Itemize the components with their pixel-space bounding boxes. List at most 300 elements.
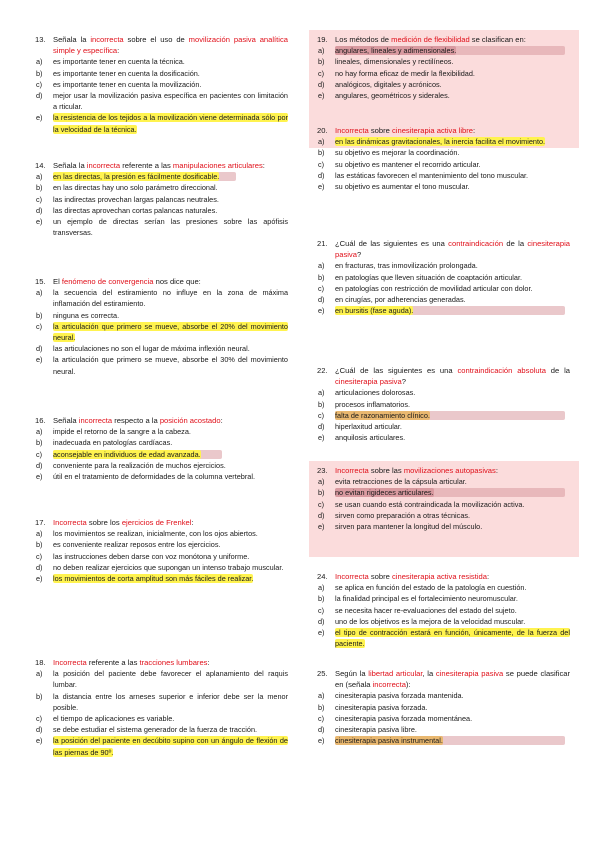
option-letter: a) — [318, 583, 325, 593]
option-text-content: la articulación que primero se mueve, absorbe el 30% del movimiento neural. — [53, 355, 288, 376]
option-text-content: las instrucciones deben darse con voz monótona y uniforme. — [53, 551, 250, 561]
text-part: sobre los — [86, 518, 122, 527]
question-18 — [35, 657, 288, 758]
option-text-content: en patologías que lleven situación de coaptación articular. — [335, 272, 523, 282]
answer-option[interactable] — [317, 432, 570, 443]
option-text-content: sirven como preparación a otras técnicas. — [335, 510, 471, 520]
question-stem — [317, 465, 570, 476]
answer-option[interactable] — [35, 460, 288, 471]
answer-option[interactable] — [35, 343, 288, 354]
option-text-content: los movimientos se realizan, inicialmente, con los ojos abiertos. — [53, 529, 258, 539]
answer-option[interactable] — [35, 79, 288, 90]
option-letter: e) — [36, 574, 43, 584]
option-text-content: hiperlaxitud articular. — [335, 422, 402, 432]
option-text — [53, 460, 288, 471]
question-stem — [317, 125, 570, 136]
option-text — [53, 112, 288, 134]
keyword-red: contraindicación absoluta — [457, 366, 546, 375]
answer-option[interactable] — [35, 713, 288, 724]
option-letter: b) — [318, 57, 325, 67]
option-letter: c) — [318, 410, 325, 420]
option-letter: a) — [36, 288, 43, 298]
answer-option[interactable] — [317, 713, 570, 724]
question-stem — [35, 657, 288, 668]
question-text — [53, 517, 288, 528]
keyword-red: posición acostado — [159, 416, 221, 425]
option-text-content: cinesiterapia pasiva forzada. — [335, 702, 428, 712]
answer-option[interactable] — [317, 90, 570, 101]
option-text — [335, 582, 570, 593]
option-text — [335, 147, 570, 158]
option-letter: d) — [318, 170, 325, 180]
text-part: Señala la — [53, 161, 87, 170]
text-part: referente a las — [120, 161, 173, 170]
answer-option[interactable] — [35, 668, 288, 690]
text-part: referente a las — [86, 658, 140, 667]
keyword-red: incorrecta — [372, 680, 406, 690]
question-21 — [317, 238, 570, 316]
keyword-red: cinesiterapia activa resistida — [391, 572, 487, 581]
question-text — [53, 34, 288, 56]
keyword-red: contraindicación — [448, 239, 504, 248]
question-number: 14. — [35, 161, 46, 170]
question-number: 15. — [35, 277, 46, 286]
text-part: se puede clasificar en (señala — [335, 669, 570, 690]
keyword-red: cinesiterapia activa libre — [391, 126, 474, 135]
option-text — [335, 499, 570, 510]
option-text — [335, 305, 570, 316]
keyword-red: incorrecta — [90, 35, 124, 44]
text-part: : — [262, 161, 265, 170]
answer-option[interactable] — [35, 90, 288, 112]
option-text-content: aconsejable en individuos de edad avanzada. — [53, 449, 201, 459]
question-20 — [317, 125, 570, 192]
answer-option[interactable] — [317, 410, 570, 421]
option-text-content: no hay forma eficaz de medir la flexibilidad. — [335, 68, 475, 78]
option-text-content: se usan cuando está contraindicada la movilización activa. — [335, 499, 525, 509]
option-letter: d) — [36, 205, 43, 215]
option-letter: a) — [36, 172, 43, 182]
answer-option[interactable] — [35, 216, 288, 238]
answer-option[interactable] — [35, 205, 288, 216]
question-text — [335, 238, 570, 260]
text-part: ¿Cuál de las siguientes es una — [335, 366, 458, 375]
keyword-red: cinesiterapia pasiva — [435, 669, 504, 678]
text-part: ? — [356, 250, 362, 260]
question-text — [335, 465, 570, 476]
keyword-red: Incorrecta — [53, 518, 87, 527]
option-letter: c) — [318, 605, 325, 615]
option-text-content: evita retracciones de la cápsula articular. — [335, 477, 467, 487]
keyword-red: Incorrecta — [53, 658, 87, 667]
option-letter: c) — [36, 79, 43, 89]
option-letter: b) — [36, 183, 43, 193]
option-text — [53, 90, 288, 112]
option-text — [335, 260, 570, 271]
answer-option[interactable] — [317, 147, 570, 158]
answer-option[interactable] — [317, 487, 570, 498]
option-letter: e) — [36, 472, 43, 482]
answer-option[interactable] — [317, 582, 570, 593]
answer-option[interactable] — [317, 68, 570, 79]
option-text — [53, 171, 288, 182]
answer-option[interactable] — [317, 690, 570, 701]
option-text — [53, 194, 288, 205]
option-text — [335, 56, 570, 67]
option-text-content: la posición del paciente en decúbito supino con un ángulo de flexión de las piernas de 90º. — [53, 736, 288, 757]
option-text — [335, 487, 570, 498]
option-letter: b) — [318, 148, 325, 158]
text-part: sobre las — [368, 466, 404, 475]
text-part: Los métodos de — [335, 35, 392, 44]
option-text-content: es importante tener en cuenta la movilización. — [53, 79, 202, 89]
option-text-content: en fracturas, tras inmovilización prolongada. — [335, 261, 478, 271]
text-part: : — [207, 658, 210, 667]
option-text-content: un ejemplo de directas serían las presiones sobre las apófisis transversas. — [53, 217, 288, 238]
answer-option[interactable] — [317, 476, 570, 487]
option-text — [53, 287, 288, 309]
option-letter: b) — [318, 399, 325, 409]
option-text-content: en las directas hay uno solo parámetro direccional. — [53, 183, 218, 193]
text-part: sobre — [368, 126, 392, 135]
option-letter: b) — [36, 540, 43, 550]
keyword-red: movilización pasiva analítica simple y específica — [53, 35, 288, 56]
option-text-content: cinesiterapia pasiva forzada momentánea. — [335, 713, 473, 723]
option-text — [335, 510, 570, 521]
answer-option[interactable] — [317, 387, 570, 398]
question-number: 21. — [317, 239, 328, 248]
keyword-red: medición de flexibilidad — [391, 35, 470, 44]
option-text-content: es importante tener en cuenta la dosificación. — [53, 68, 200, 78]
question-25 — [317, 668, 570, 746]
keyword-red: movilizaciones autopasivas — [403, 466, 496, 475]
answer-option[interactable] — [317, 272, 570, 283]
text-part: : — [473, 126, 476, 135]
option-text-content: se aplica en función del estado de la patología en cuestión. — [335, 583, 527, 593]
option-letter: a) — [36, 529, 43, 539]
option-letter: e) — [318, 306, 325, 316]
keyword-red: Incorrecta — [335, 572, 369, 581]
text-part: , la — [422, 669, 436, 678]
option-text — [335, 294, 570, 305]
option-text — [53, 343, 288, 354]
answer-option[interactable] — [317, 56, 570, 67]
option-text-content: las directas aprovechan cortas palancas naturales. — [53, 205, 218, 215]
option-letter: b) — [36, 438, 43, 448]
question-text — [335, 34, 570, 45]
option-text-content: impide el retorno de la sangre a la cabeza. — [53, 427, 191, 437]
option-text — [53, 68, 288, 79]
option-text-content: es importante tener en cuenta la técnica. — [53, 57, 185, 67]
option-text — [335, 616, 570, 627]
answer-option[interactable] — [35, 724, 288, 735]
option-text-content: mejor usar la movilización pasiva específica en pacientes con limitación a rticular. — [53, 91, 288, 112]
option-letter: a) — [318, 137, 325, 147]
option-text — [335, 702, 570, 713]
option-text — [53, 713, 288, 724]
question-number: 18. — [35, 658, 46, 667]
option-text — [53, 449, 288, 460]
option-text — [335, 713, 570, 724]
option-letter: c) — [318, 499, 325, 509]
option-text — [335, 272, 570, 283]
option-letter: a) — [318, 477, 325, 487]
answer-option[interactable] — [35, 562, 288, 573]
answer-option[interactable] — [35, 528, 288, 539]
answer-option[interactable] — [317, 521, 570, 532]
answer-option[interactable] — [317, 294, 570, 305]
option-text — [335, 387, 570, 398]
keyword-red: ejercicios de Frenkel — [121, 518, 192, 527]
option-text — [53, 56, 288, 67]
answer-option[interactable] — [317, 616, 570, 627]
question-22 — [317, 365, 570, 443]
answer-option[interactable] — [317, 283, 570, 294]
answer-option[interactable] — [317, 510, 570, 521]
option-letter: c) — [36, 551, 43, 561]
option-text — [53, 426, 288, 437]
option-text-content: cinesiterapia pasiva instrumental. — [335, 736, 443, 746]
option-text — [335, 136, 570, 147]
option-letter: b) — [36, 68, 43, 78]
option-text — [53, 321, 288, 343]
question-13 — [35, 34, 288, 135]
keyword-red: fenómeno de convergencia — [61, 277, 154, 286]
question-number: 13. — [35, 35, 46, 44]
option-text — [335, 79, 570, 90]
option-text-content: su objetivo es mantener el recorrido articular. — [335, 159, 481, 169]
answer-option[interactable] — [35, 56, 288, 67]
option-text-content: en las dinámicas gravitacionales, la inercia facilita el movimiento. — [335, 137, 546, 147]
question-stem — [35, 415, 288, 426]
question-text — [335, 668, 570, 690]
question-stem — [317, 238, 570, 260]
option-letter: c) — [36, 321, 43, 331]
option-text — [335, 181, 570, 192]
option-letter: c) — [318, 68, 325, 78]
text-part: de la — [503, 239, 528, 248]
option-text-content: inadecuada en patologías cardíacas. — [53, 438, 173, 448]
option-text-content: en patologías con restricción de movilidad articular con dolor. — [335, 283, 533, 293]
option-text — [53, 437, 288, 448]
question-14 — [35, 160, 288, 238]
option-text-content: en bursitis (fase aguda). — [335, 306, 414, 316]
option-text — [53, 310, 288, 321]
option-text-content: cinesiterapia pasiva libre. — [335, 725, 417, 735]
answer-option[interactable] — [317, 399, 570, 410]
option-text-content: uno de los objetivos es la mejora de la velocidad muscular. — [335, 616, 526, 626]
keyword-red: tracciones lumbares — [139, 658, 208, 667]
answer-option[interactable] — [35, 171, 288, 182]
text-part: : — [191, 518, 194, 527]
option-text-content: su objetivo es aumentar el tono muscular. — [335, 182, 470, 192]
option-letter: e) — [318, 91, 325, 101]
question-24 — [317, 571, 570, 649]
question-stem — [317, 668, 570, 690]
text-part: sobre el uso de — [123, 35, 189, 44]
option-text — [53, 354, 288, 376]
option-letter: b) — [318, 488, 325, 498]
answer-option[interactable] — [317, 136, 570, 147]
question-text — [53, 160, 288, 171]
question-stem — [317, 571, 570, 582]
text-part: sobre — [368, 572, 392, 581]
answer-option[interactable] — [35, 182, 288, 193]
answer-option[interactable] — [35, 437, 288, 448]
text-part: El — [53, 277, 62, 286]
option-text — [53, 562, 288, 573]
text-part: : — [117, 46, 120, 56]
text-part: ¿Cuál de las siguientes es una — [335, 239, 449, 248]
answer-option[interactable] — [35, 287, 288, 309]
option-text-content: es conveniente realizar reposos entre los ejercicios. — [53, 540, 221, 550]
option-text-content: su objetivo es mejorar la coordinación. — [335, 148, 460, 158]
option-text — [335, 90, 570, 101]
option-letter: c) — [36, 194, 43, 204]
answer-option[interactable] — [35, 321, 288, 343]
text-part: ): — [405, 680, 411, 690]
option-text-content: anquilosis articulares. — [335, 433, 406, 443]
option-letter: d) — [318, 295, 325, 305]
answer-option[interactable] — [317, 45, 570, 56]
option-text-content: no evitan rigideces articulares. — [335, 488, 434, 498]
keyword-red: libertad articular — [368, 669, 423, 678]
option-letter: a) — [318, 388, 325, 398]
question-19 — [317, 34, 570, 101]
answer-option[interactable] — [317, 627, 570, 649]
question-number: 24. — [317, 572, 328, 581]
answer-option[interactable] — [317, 724, 570, 735]
option-text — [335, 170, 570, 181]
answer-option[interactable] — [317, 593, 570, 604]
answer-option[interactable] — [317, 260, 570, 271]
option-letter: b) — [36, 310, 43, 320]
question-text — [335, 125, 570, 136]
option-text — [53, 471, 288, 482]
answer-option[interactable] — [35, 551, 288, 562]
option-text-content: en las directas, la presión es fácilmente dosificable. — [53, 172, 220, 182]
option-text — [53, 216, 288, 238]
answer-option[interactable] — [35, 735, 288, 757]
option-text-content: las estáticas favorecen el mantenimiento del tono muscular. — [335, 170, 529, 180]
question-stem — [317, 34, 570, 45]
text-part: : — [220, 416, 223, 425]
option-text — [53, 735, 288, 757]
option-letter: e) — [318, 522, 325, 532]
option-letter: d) — [318, 616, 325, 626]
option-text-content: conveniente para la realización de muchos ejercicios. — [53, 460, 226, 470]
option-text — [53, 551, 288, 562]
answer-option[interactable] — [35, 573, 288, 584]
answer-option[interactable] — [35, 68, 288, 79]
option-text — [335, 45, 570, 56]
option-letter: d) — [36, 725, 43, 735]
option-text-content: angulares, geométricos y siderales. — [335, 91, 450, 101]
question-number: 23. — [317, 466, 328, 475]
option-letter: e) — [36, 113, 43, 123]
answer-option[interactable] — [35, 471, 288, 482]
option-letter: a) — [36, 669, 43, 679]
option-text-content: la finalidad principal es el fortalecimiento neuromuscular. — [335, 594, 518, 604]
text-part: : — [486, 572, 490, 581]
keyword-red: cinesiterapia pasiva — [335, 239, 570, 260]
answer-option[interactable] — [317, 499, 570, 510]
keyword-red: incorrecta — [86, 161, 121, 170]
answer-option[interactable] — [35, 310, 288, 321]
answer-option[interactable] — [317, 181, 570, 192]
answer-option[interactable] — [317, 79, 570, 90]
text-part: se clasifican en: — [469, 35, 526, 44]
option-text-content: cinesiterapia pasiva forzada mantenida. — [335, 691, 464, 701]
answer-option[interactable] — [317, 305, 570, 316]
option-text-content: angulares, lineales y adimensionales. — [335, 46, 457, 56]
answer-option[interactable] — [35, 354, 288, 376]
option-letter: b) — [318, 594, 325, 604]
answer-option[interactable] — [317, 159, 570, 170]
question-17 — [35, 517, 288, 584]
question-stem — [35, 276, 288, 287]
answer-option[interactable] — [317, 421, 570, 432]
option-text-content: el tipo de contracción estará en función, únicamente, de la fuerza del paciente. — [335, 628, 570, 649]
option-text-content: el tiempo de aplicaciones es variable. — [53, 714, 175, 724]
keyword-red: incorrecta — [78, 416, 113, 425]
option-letter: d) — [36, 344, 43, 354]
option-letter: e) — [36, 355, 43, 365]
option-letter: e) — [318, 182, 325, 192]
answer-option[interactable] — [35, 112, 288, 134]
keyword-red: cinesiterapia pasiva — [335, 377, 402, 387]
answer-option[interactable] — [35, 449, 288, 460]
answer-option[interactable] — [317, 170, 570, 181]
option-text — [53, 573, 288, 584]
option-letter: c) — [36, 449, 43, 459]
answer-option[interactable] — [35, 426, 288, 437]
option-letter: e) — [318, 433, 325, 443]
answer-option[interactable] — [35, 539, 288, 550]
question-number: 17. — [35, 518, 46, 527]
answer-option[interactable] — [317, 702, 570, 713]
option-text-content: falta de razonamiento clínico. — [335, 410, 430, 420]
answer-option[interactable] — [35, 691, 288, 713]
question-15 — [35, 276, 288, 377]
answer-option[interactable] — [317, 735, 570, 746]
question-text — [335, 571, 570, 582]
option-text-content: procesos inflamatorios. — [335, 399, 411, 409]
option-text — [53, 182, 288, 193]
option-text — [53, 79, 288, 90]
option-text — [335, 521, 570, 532]
option-text — [335, 432, 570, 443]
option-text-content: los movimientos de corta amplitud son más fáciles de realizar. — [53, 574, 254, 584]
option-text-content: útil en el tratamiento de deformidades de la columna vertebral. — [53, 472, 255, 482]
option-text — [53, 539, 288, 550]
question-text — [53, 415, 288, 426]
option-text — [53, 691, 288, 713]
option-text — [53, 668, 288, 690]
text-part: nos dice que: — [153, 277, 201, 286]
answer-option[interactable] — [317, 605, 570, 616]
option-letter: c) — [318, 159, 325, 169]
option-letter: d) — [36, 562, 43, 572]
option-text — [335, 605, 570, 616]
option-text-content: la distancia entre los arneses superior e inferior debe ser la menor posible. — [53, 691, 288, 712]
option-text-content: no deben realizar ejercicios que supongan un intenso trabajo muscular. — [53, 562, 284, 572]
option-text-content: la articulación que primero se mueve, absorbe el 20% del movimiento neural. — [53, 321, 288, 343]
option-letter: a) — [318, 46, 325, 56]
option-letter: e) — [36, 217, 43, 227]
answer-option[interactable] — [35, 194, 288, 205]
option-text-content: se necesita hacer re-evaluaciones del estado del sujeto. — [335, 605, 517, 615]
